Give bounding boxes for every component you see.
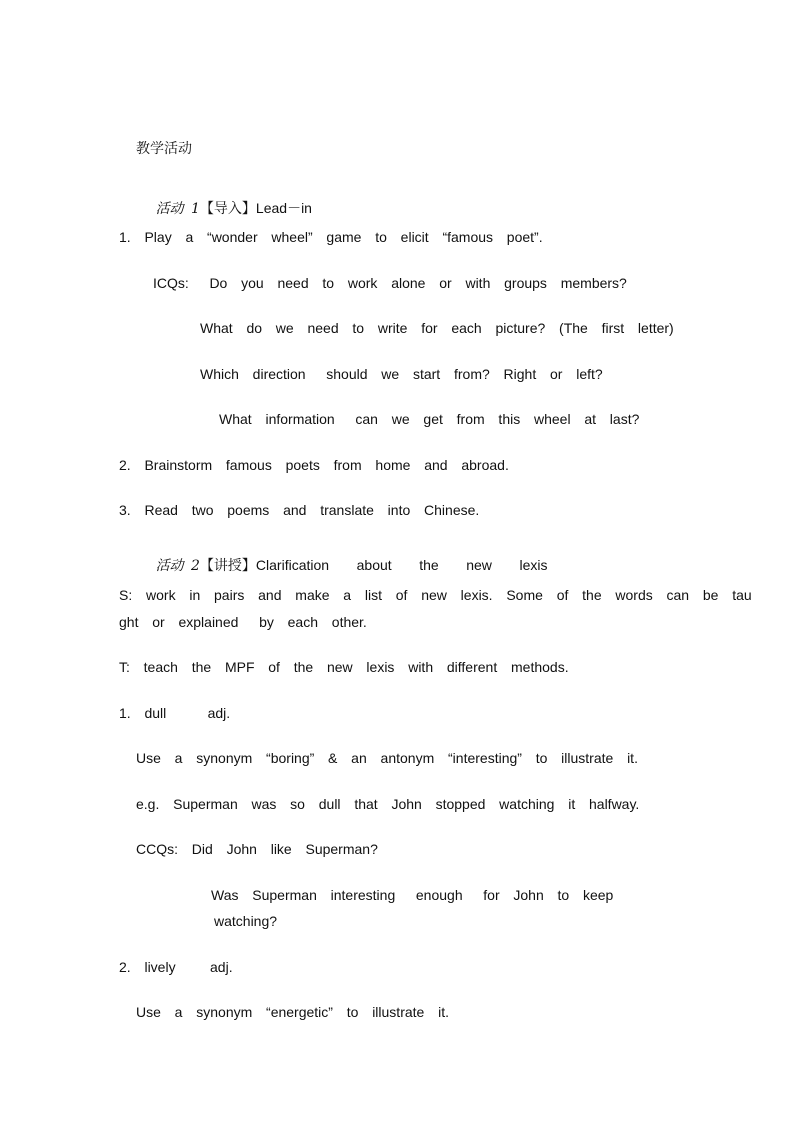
ccq-question-2-line-1: Was Superman interesting enough for John to keep [211, 887, 614, 903]
activity-1-title: 【导入】Lead－in [199, 200, 312, 216]
activity-1-item-1: 1. Play a “wonder wheel” game to elicit “famous poet”. [119, 229, 543, 245]
section-heading: 教学活动 [136, 140, 192, 156]
lexis-2-usage: Use a synonym “energetic” to illustrate it. [136, 1004, 449, 1020]
icq-question-4: What information can we get from this wheel at last? [219, 411, 640, 427]
icq-question-1: ICQs: Do you need to work alone or with groups members? [153, 275, 627, 291]
lexis-item-1: 1. dull adj. [119, 705, 231, 721]
student-task-line-1: S: work in pairs and make a list of new lexis. Some of the words can be tau [119, 587, 752, 603]
lexis-item-2: 2. lively adj. [119, 959, 233, 975]
activity-2-label: 活动 2 [155, 558, 200, 574]
teacher-task-line: T: teach the MPF of the new lexis with different methods. [119, 659, 569, 675]
icq-question-2: What do we need to write for each picture? (The first letter) [200, 320, 674, 336]
ccq-question-2-line-2: watching? [214, 913, 278, 929]
activity-1-item-2: 2. Brainstorm famous poets from home and abroad. [119, 457, 509, 473]
ccq-question-1: CCQs: Did John like Superman? [136, 841, 378, 857]
activity-2-heading [128, 538, 547, 593]
activity-1-label: 活动 1 [155, 201, 200, 217]
lexis-1-usage: Use a synonym “boring” & an antonym “interesting” to illustrate it. [136, 750, 638, 766]
activity-1-item-3: 3. Read two poems and translate into Chinese. [119, 502, 480, 518]
activity-2-title: 【讲授】Clarification about the new lexis [199, 557, 548, 573]
student-task-line-2: ght or explained by each other. [119, 614, 367, 630]
icq-question-3: Which direction should we start from? Right or left? [200, 366, 603, 382]
lexis-1-example: e.g. Superman was so dull that John stopped watching it halfway. [136, 796, 640, 812]
